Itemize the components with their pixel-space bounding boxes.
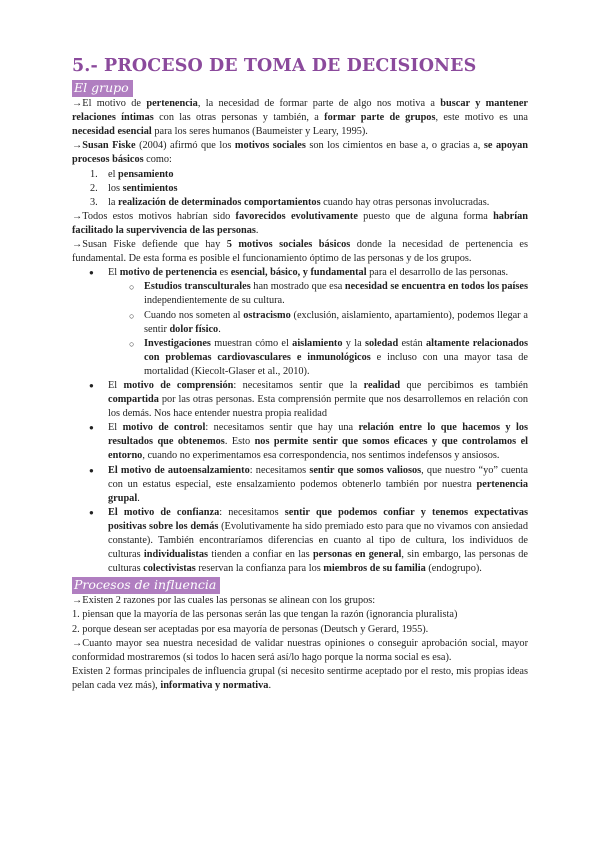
motive-pertenencia: ● El motivo de pertenencia es esencial, básico, y fundamental para el desarrollo de las personas. ○ Estudios transculturales han mostrado que esa necesidad se encuentra en todos los países independientemente de su cultura. ○ Cuando nos someten al ostracismo (exclusión, aislamiento, apartamiento), podemos llegar a sentir dolor físico. ○ Investigaciones muestran cómo el aislamiento y la soledad están altamente relacionados con problemas cardiovasculares e inmunológicos e incluso con una mayor tasa de mortalidad (Kiecolt-Glaser et al., 2010). <box>72 266 528 379</box>
motive-confianza: ● El motivo de confianza: necesitamos sentir que podemos confiar y tenemos expectativas positivas sobre los demás (Evolutivamente ha sido premiado esto para que no vivamos con ansiedad constante). También encontraríamos diferencias en cuanto al tipo de cultura, los individuos de culturas individualistas tienden a confiar en las personas en general, sin embargo, las personas de culturas colectivistas reservan la confianza para los miembros de su familia (endogrupo). <box>72 506 528 576</box>
sub-item: ○ Estudios transculturales han mostrado que esa necesidad se encuentra en todos los países independientemente de su cultura. <box>108 280 528 308</box>
motive-control: ● El motivo de control: necesitamos sentir que hay una relación entre lo que hacemos y los resultados que obtenemos. Esto nos permite sentir que somos eficaces y que controlamos el entorno, cuando no experimentamos esa correspondencia, nos sentimos indefensos y ansiosos. <box>72 421 528 463</box>
paragraph-cinco-motivos: →Susan Fiske defiende que hay 5 motivos sociales básicos donde la necesidad de pertenencia es fundamental. De esta forma es posible el funcionamiento óptimo de las personas y de los grupos. <box>72 239 528 265</box>
sub-list <box>108 280 528 379</box>
paragraph-formas: Existen 2 formas principales de influencia grupal (si necesito sentirme aceptado por el resto, mis propias ideas pelan cada vez más), informativa y normativa. <box>72 665 528 691</box>
document-page <box>72 55 528 693</box>
paragraph-pertenencia: →El motivo de pertenencia, la necesidad de formar parte de algo nos motiva a buscar y mantener relaciones íntimas con las otras personas y también, a formar parte de grupos, este motivo es una necesidad esencial para los seres humanos (Baumeister y Leary, 1995). <box>72 98 528 138</box>
page-title: 5.- PROCESO DE TOMA DE DECISIONES <box>72 56 477 76</box>
paragraph-fiske: →Susan Fiske (2004) afirmó que los motivos sociales son los cimientos en base a, o gracias a, se apoyan procesos básicos como: <box>72 140 528 166</box>
paragraph-razones: →Existen 2 razones por las cuales las personas se alinean con los grupos: <box>72 595 376 607</box>
paragraph-evolutivo: →Todos estos motivos habrían sido favorecidos evolutivamente puesto que de alguna forma habrían facilitado la supervivencia de las personas. <box>72 210 528 236</box>
motive-autoensalzamiento: ● El motivo de autoensalzamiento: necesitamos sentir que somos valiosos, que nuestro “yo” cuenta con un estatus especial, este ensalzamiento podemos obtenerlo también por nuestra pertenencia grupal. <box>72 464 528 506</box>
numbered-list <box>72 168 528 210</box>
sub-item: ○ Investigaciones muestran cómo el aislamiento y la soledad están altamente relacionados con problemas cardiovasculares e inmunológicos e incluso con una mayor tasa de mortalidad (Kiecolt-Glaser et al., 2010). <box>108 337 528 379</box>
motive-comprension: ● El motivo de comprensión: necesitamos sentir que la realidad que percibimos es también compartida por las otras personas. Esta comprensión permite que nos desarrollemos en relación con los demás. Nos hace entender nuestra propia realidad <box>72 379 528 421</box>
paragraph-razon-2: 2. porque desean ser aceptadas por esa mayoría de personas (Deutsch y Gerard, 1955). <box>72 623 429 635</box>
section-heading-grupo: El grupo <box>72 80 133 97</box>
list-item: 2. los sentimientos <box>90 182 178 194</box>
paragraph-conformidad: →Cuanto mayor sea nuestra necesidad de validar nuestras opiniones o conseguir aprobación social, mayor conformidad mostraremos (si todos lo hacen será así/lo hago porque la norma social es esa). <box>72 637 528 663</box>
list-item: 3. la realización de determinados comportamientos cuando hay otras personas involucradas. <box>90 196 490 208</box>
sub-item: ○ Cuando nos someten al ostracismo (exclusión, aislamiento, apartamiento), podemos llegar a sentir dolor físico. <box>108 309 528 337</box>
section-heading-influencia: Procesos de influencia <box>72 577 220 594</box>
list-item: 1. el pensamiento <box>90 168 174 180</box>
paragraph-razon-1: 1. piensan que la mayoría de las personas serán las que tengan la razón (ignorancia pluralista) <box>72 609 458 621</box>
motives-list <box>72 266 528 576</box>
